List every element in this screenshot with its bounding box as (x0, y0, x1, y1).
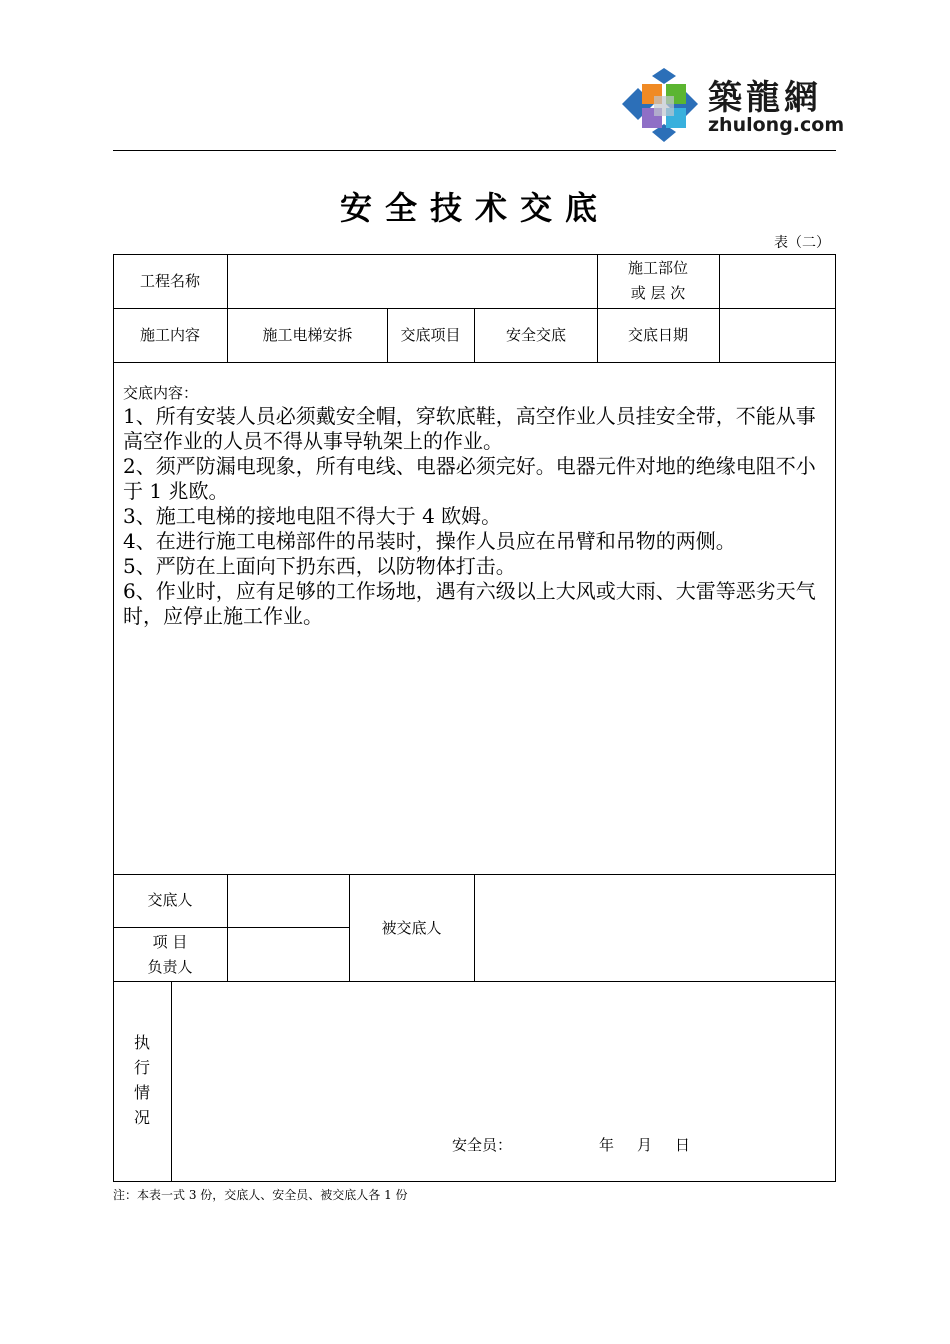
manager-label-line2: 负责人 (147, 957, 193, 976)
year-label: 年 (599, 1136, 615, 1154)
execution-label-char: 行 (133, 1058, 150, 1077)
discloser-label: 交底人 (147, 891, 193, 909)
date-label: 交底日期 (627, 326, 688, 344)
form-number: 表（二） (774, 235, 830, 251)
item-label: 交底项目 (400, 326, 461, 344)
project-name-field[interactable] (228, 254, 597, 308)
content-item: 1、所有安装人员必须戴安全帽，穿软底鞋，高空作业人员挂安全带，不能从事高空作业的人员不得从事导轨架上的作业。 (123, 404, 816, 453)
content-type-value[interactable]: 施工电梯安拆 (262, 326, 353, 344)
content-item: 5、严防在上面向下扔东西，以防物体打击。 (123, 554, 516, 578)
content-label: 交底内容： (123, 384, 199, 402)
execution-label (113, 1030, 171, 1130)
page-title: 安全技术交底 (339, 189, 610, 227)
project-name-label: 工程名称 (139, 271, 200, 290)
content-item: 6、作业时，应有足够的工作场地，遇有六级以上大风或大雨、大雷等恶劣天气时，应停止施工作业。 (123, 579, 816, 628)
manager-signature[interactable] (228, 927, 349, 982)
month-label: 月 (637, 1136, 653, 1154)
content-item: 3、施工电梯的接地电阻不得大于 4 欧姆。 (123, 504, 502, 528)
execution-label-char: 执 (133, 1033, 150, 1052)
day-label: 日 (675, 1136, 691, 1154)
manager-label-line1: 项 目 (152, 932, 188, 951)
date-field[interactable] (720, 308, 836, 363)
receiver-signature[interactable] (475, 874, 836, 982)
footnote: 注：本表一式 3 份，交底人、安全员、被交底人各 1 份 (113, 1188, 408, 1202)
safety-officer-label: 安全员： (452, 1136, 513, 1154)
execution-label-char: 况 (133, 1108, 150, 1127)
logo-name-cn: 築龍網 (708, 78, 822, 118)
location-label-line2: 或 层 次 (630, 284, 686, 302)
header-rule (113, 150, 836, 151)
discloser-signature[interactable] (228, 874, 349, 927)
content-item: 4、在进行施工电梯部件的吊装时，操作人员应在吊臂和吊物的两侧。 (123, 529, 736, 553)
logo-mark-icon (622, 68, 698, 142)
location-label (597, 254, 719, 308)
manager-label (113, 927, 227, 982)
content-item: 2、须严防漏电现象，所有电线、电器必须完好。电器元件对地的绝缘电阻不小于 1 兆欧。 (123, 454, 816, 503)
content-type-label: 施工内容 (139, 326, 200, 344)
location-label-line1: 施工部位 (627, 259, 688, 277)
content-body (123, 404, 831, 629)
receiver-label: 被交底人 (381, 918, 442, 937)
logo-name-en: zhulong.com (708, 114, 845, 136)
location-field[interactable] (720, 254, 836, 308)
execution-label-char: 情 (133, 1083, 150, 1102)
item-value[interactable]: 安全交底 (505, 326, 566, 344)
